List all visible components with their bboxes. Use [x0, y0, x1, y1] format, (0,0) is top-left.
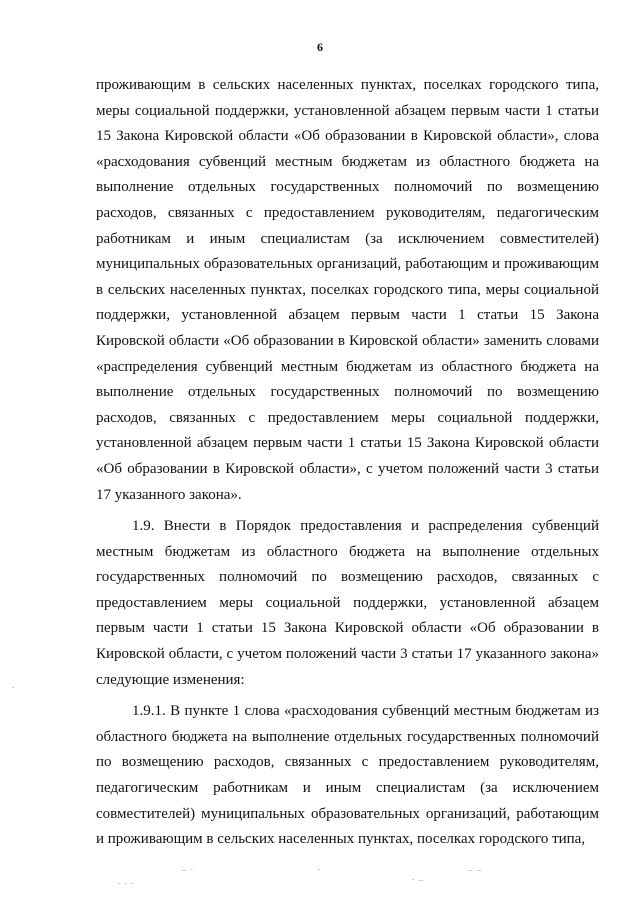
- scan-noise: _ _: [468, 862, 483, 872]
- scan-noise: .: [318, 862, 322, 872]
- scan-noise: .: [12, 680, 16, 690]
- paragraph-1-9: 1.9. Внести в Порядок предоставления и распределения субвенций местным бюджетам из областного бюджета на выполнение отдельных государственных полномочий по возмещению расходов, связанных с предоставлением меры социальной поддержки, установленной абзацем первым части 1 статьи 15 Закона Кировской области «Об образовании в Кировской области, с учетом положений части 3 статьи 17 указанного закона» следующие изменения:: [96, 518, 599, 688]
- scan-noise: . . .: [118, 876, 135, 886]
- scan-noise: _ .: [182, 862, 194, 872]
- paragraph-continuation: проживающим в сельских населенных пунктах, поселках городского типа, меры социальной поддержки, установленной абзацем первым части 1 статьи 15 Закона Кировской области «Об образовании в Кировской области», слова «расходования субвенций местным бюджетам из областного бюджета на выполнение отдельных государственных полномочий по возмещению расходов, связанных с предоставлением руководителям, педагогическим работникам и иным специалистам (за исключением совместителей) муниципальных образовательных организаций, работающим и проживающим в сельских населенных пунктах, поселках городского типа, меры социальной поддержки, установленной абзацем первым части 1 статьи 15 Закона Кировской области «Об образовании в Кировской области» заменить словами «распределения субвенций местным бюджетам из областного бюджета на выполнение отдельных государственных полномочий по возмещению расходов, связанных с предоставлением меры социальной поддержки, установленной абзацем первым части 1 статьи 15 Закона Кировской области «Об образовании в Кировской области», с учетом положений части 3 статьи 17 указанного закона».: [96, 77, 599, 503]
- paragraph-1-9-1: 1.9.1. В пункте 1 слова «расходования субвенций местным бюджетам из областного бюджета на выполнение отдельных государственных полномочий по возмещению расходов, связанных с предоставлением руководителям, педагогическим работникам и иным специалистам (за исключением совместителей) муниципальных образовательных организаций, работающим и проживающим в сельских населенных пунктах, поселках городского типа,: [96, 703, 599, 848]
- scan-noise: . _: [412, 872, 424, 882]
- page-number: 6: [317, 40, 323, 54]
- document-body: [96, 73, 599, 853]
